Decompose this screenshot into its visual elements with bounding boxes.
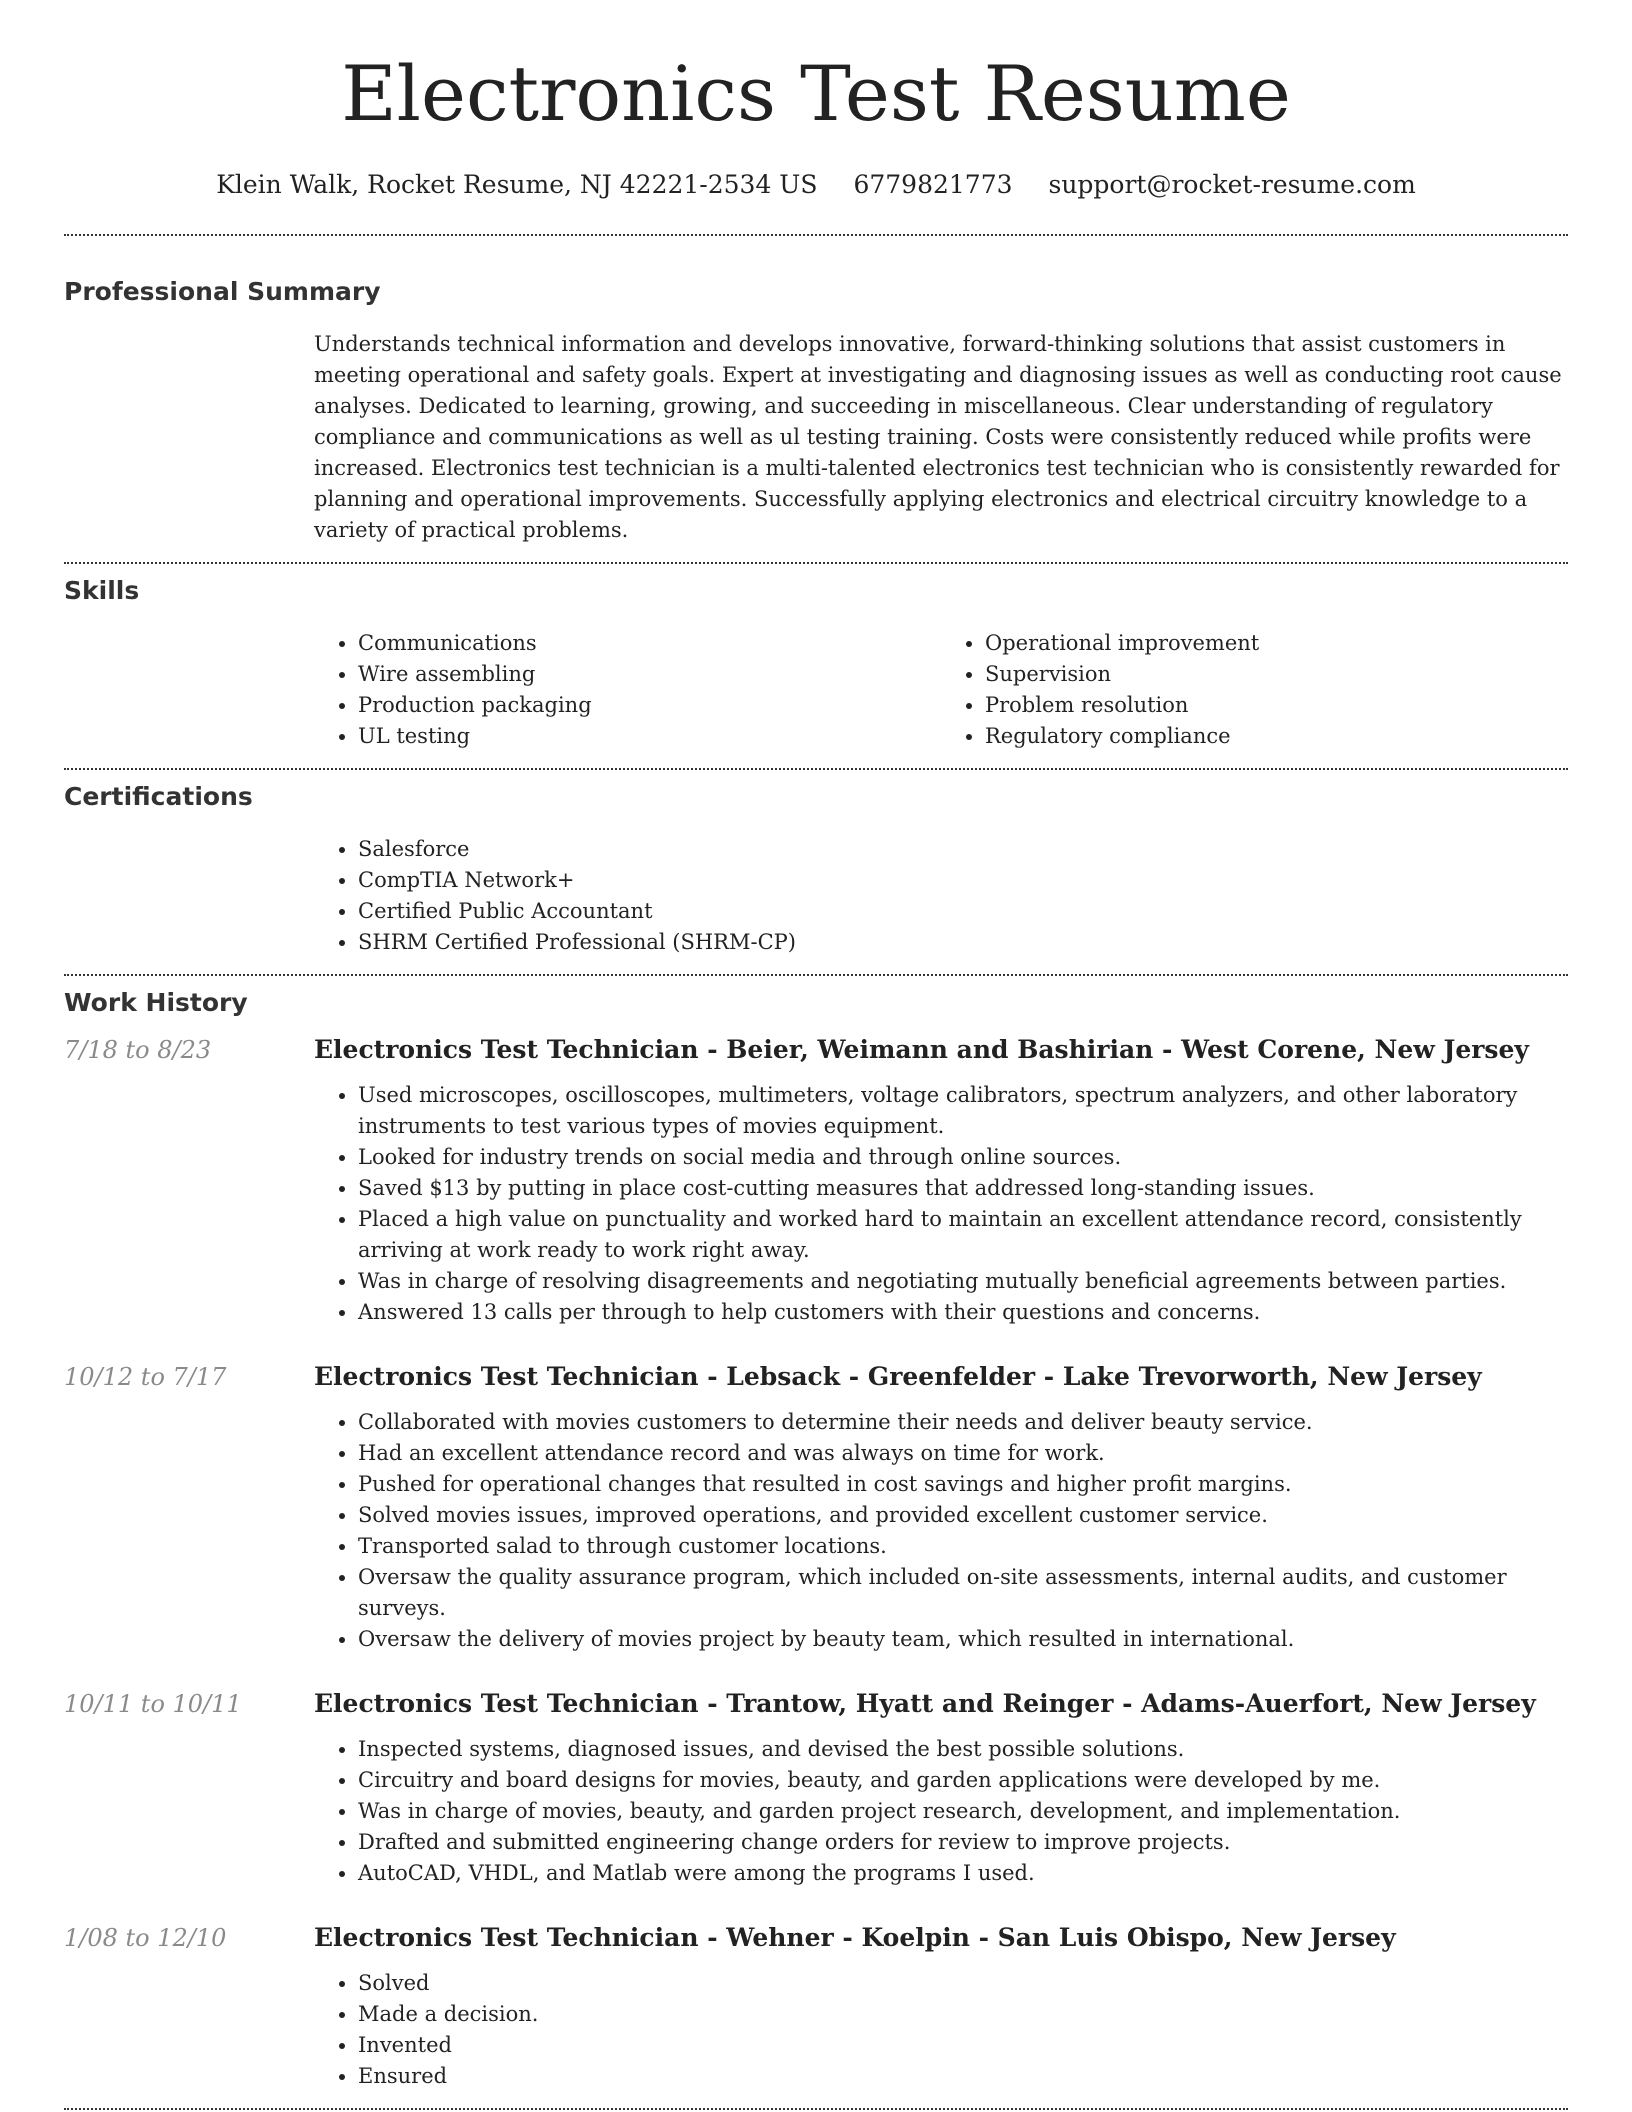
job-bullet: • Drafted and submitted engineering change orders for review to improve projects.	[358, 1827, 1568, 1858]
job-bullet: • Was in charge of movies, beauty, and garden project research, development, and implementation.	[358, 1796, 1568, 1827]
skills-list-left	[314, 628, 941, 752]
job-date: 1/08 to 12/10	[64, 1924, 227, 1952]
resume-title: Electronics Test Resume	[341, 49, 1291, 138]
job-entry	[64, 1033, 1568, 1328]
resume-page	[64, 0, 1568, 2110]
job-bullet: • Solved	[358, 1968, 1568, 1999]
job-title: Electronics Test Technician - Wehner - Koelpin - San Luis Obispo, New Jersey	[314, 1923, 1396, 1952]
job-entry	[64, 1360, 1568, 1655]
job-entry	[64, 1687, 1568, 1889]
job-bullet: • Answered 13 calls per through to help customers with their questions and concerns.	[358, 1297, 1568, 1328]
contact-email: support@rocket-resume.com	[1048, 170, 1416, 199]
job-title: Electronics Test Technician - Lebsack - Greenfelder - Lake Trevorworth, New Jersey	[314, 1362, 1482, 1391]
job-title: Electronics Test Technician - Trantow, Hyatt and Reinger - Adams-Auerfort, New Jersey	[314, 1689, 1536, 1718]
certifications-list	[314, 834, 1568, 958]
skill-item: • Wire assembling	[358, 659, 941, 690]
skills-divider	[64, 768, 1568, 770]
summary-divider	[64, 562, 1568, 564]
job-bullet: • Was in charge of resolving disagreements and negotiating mutually beneficial agreements between parties.	[358, 1266, 1568, 1297]
job-date: 7/18 to 8/23	[64, 1036, 212, 1064]
job-bullet: • Saved $13 by putting in place cost-cutting measures that addressed long-standing issues.	[358, 1173, 1568, 1204]
skill-item: • Problem resolution	[985, 690, 1568, 721]
job-bullet: • Transported salad to through customer locations.	[358, 1531, 1568, 1562]
job-date: 10/12 to 7/17	[64, 1363, 227, 1391]
job-bullet: • Invented	[358, 2030, 1568, 2061]
certifications-divider	[64, 974, 1568, 976]
job-bullet: • Oversaw the delivery of movies project by beauty team, which resulted in international.	[358, 1624, 1568, 1655]
job-bullet: • Ensured	[358, 2061, 1568, 2092]
header-divider	[64, 234, 1568, 236]
work-history-divider	[64, 2108, 1568, 2110]
job-bullets	[314, 1407, 1568, 1655]
skill-item: • Supervision	[985, 659, 1568, 690]
job-bullet: • Inspected systems, diagnosed issues, and devised the best possible solutions.	[358, 1734, 1568, 1765]
certification-item: • CompTIA Network+	[358, 865, 1568, 896]
job-bullet: • Had an excellent attendance record and was always on time for work.	[358, 1438, 1568, 1469]
skill-item: • UL testing	[358, 721, 941, 752]
skill-item: • Regulatory compliance	[985, 721, 1568, 752]
summary-heading: Professional Summary	[64, 277, 381, 306]
job-bullet: • Placed a high value on punctuality and worked hard to maintain an excellent attendance record, consistently arriving at work ready to work right away.	[358, 1204, 1568, 1266]
job-date: 10/11 to 10/11	[64, 1690, 242, 1718]
skill-item: • Communications	[358, 628, 941, 659]
job-title: Electronics Test Technician - Beier, Weimann and Bashirian - West Corene, New Jersey	[314, 1035, 1529, 1064]
job-bullet: • Used microscopes, oscilloscopes, multimeters, voltage calibrators, spectrum analyzers, and other laboratory instruments to test various types of movies equipment.	[358, 1080, 1568, 1142]
contact-line	[64, 168, 1568, 202]
job-bullet: • Solved movies issues, improved operations, and provided excellent customer service.	[358, 1500, 1568, 1531]
job-bullets	[314, 1734, 1568, 1889]
summary-text: Understands technical information and develops innovative, forward-thinking solutions that assist customers in meeting operational and safety goals. Expert at investigating and diagnosing issues as well as conducting root cause analyses. Dedicated to learning, growing, and succeeding in miscellaneous. Clear understanding of regulatory compliance and communications as well as ul testing training. Costs were consistently reduced while profits were increased. Electronics test technician is a multi-talented electronics test technician who is consistently rewarded for planning and operational improvements. Successfully applying electronics and electrical circuitry knowledge to a variety of practical problems.	[314, 332, 1562, 542]
job-bullet: • Circuitry and board designs for movies, beauty, and garden applications were developed by me.	[358, 1765, 1568, 1796]
job-entry	[64, 1921, 1568, 2092]
job-bullet: • Made a decision.	[358, 1999, 1568, 2030]
skills-heading: Skills	[64, 576, 140, 605]
skills-list-right	[941, 628, 1568, 752]
job-bullet: • Pushed for operational changes that resulted in cost savings and higher profit margins.	[358, 1469, 1568, 1500]
job-bullet: • Looked for industry trends on social media and through online sources.	[358, 1142, 1568, 1173]
job-bullet: • Oversaw the quality assurance program, which included on-site assessments, internal audits, and customer surveys.	[358, 1562, 1568, 1624]
certification-item: • SHRM Certified Professional (SHRM-CP)	[358, 927, 1568, 958]
work-history-heading: Work History	[64, 988, 248, 1017]
job-bullet: • Collaborated with movies customers to determine their needs and deliver beauty service.	[358, 1407, 1568, 1438]
skill-item: • Production packaging	[358, 690, 941, 721]
skills-section	[64, 575, 1568, 752]
contact-address: Klein Walk, Rocket Resume, NJ 42221-2534 US	[216, 170, 818, 199]
job-bullets	[314, 1968, 1568, 2092]
job-bullet: • AutoCAD, VHDL, and Matlab were among the programs I used.	[358, 1858, 1568, 1889]
certification-item: • Certified Public Accountant	[358, 896, 1568, 927]
summary-section	[64, 276, 1568, 546]
skill-item: • Operational improvement	[985, 628, 1568, 659]
job-bullets	[314, 1080, 1568, 1328]
certifications-section	[64, 781, 1568, 958]
certifications-heading: Certifications	[64, 782, 253, 811]
certification-item: • Salesforce	[358, 834, 1568, 865]
contact-phone: 6779821773	[853, 170, 1013, 199]
work-history-section	[64, 987, 1568, 2092]
